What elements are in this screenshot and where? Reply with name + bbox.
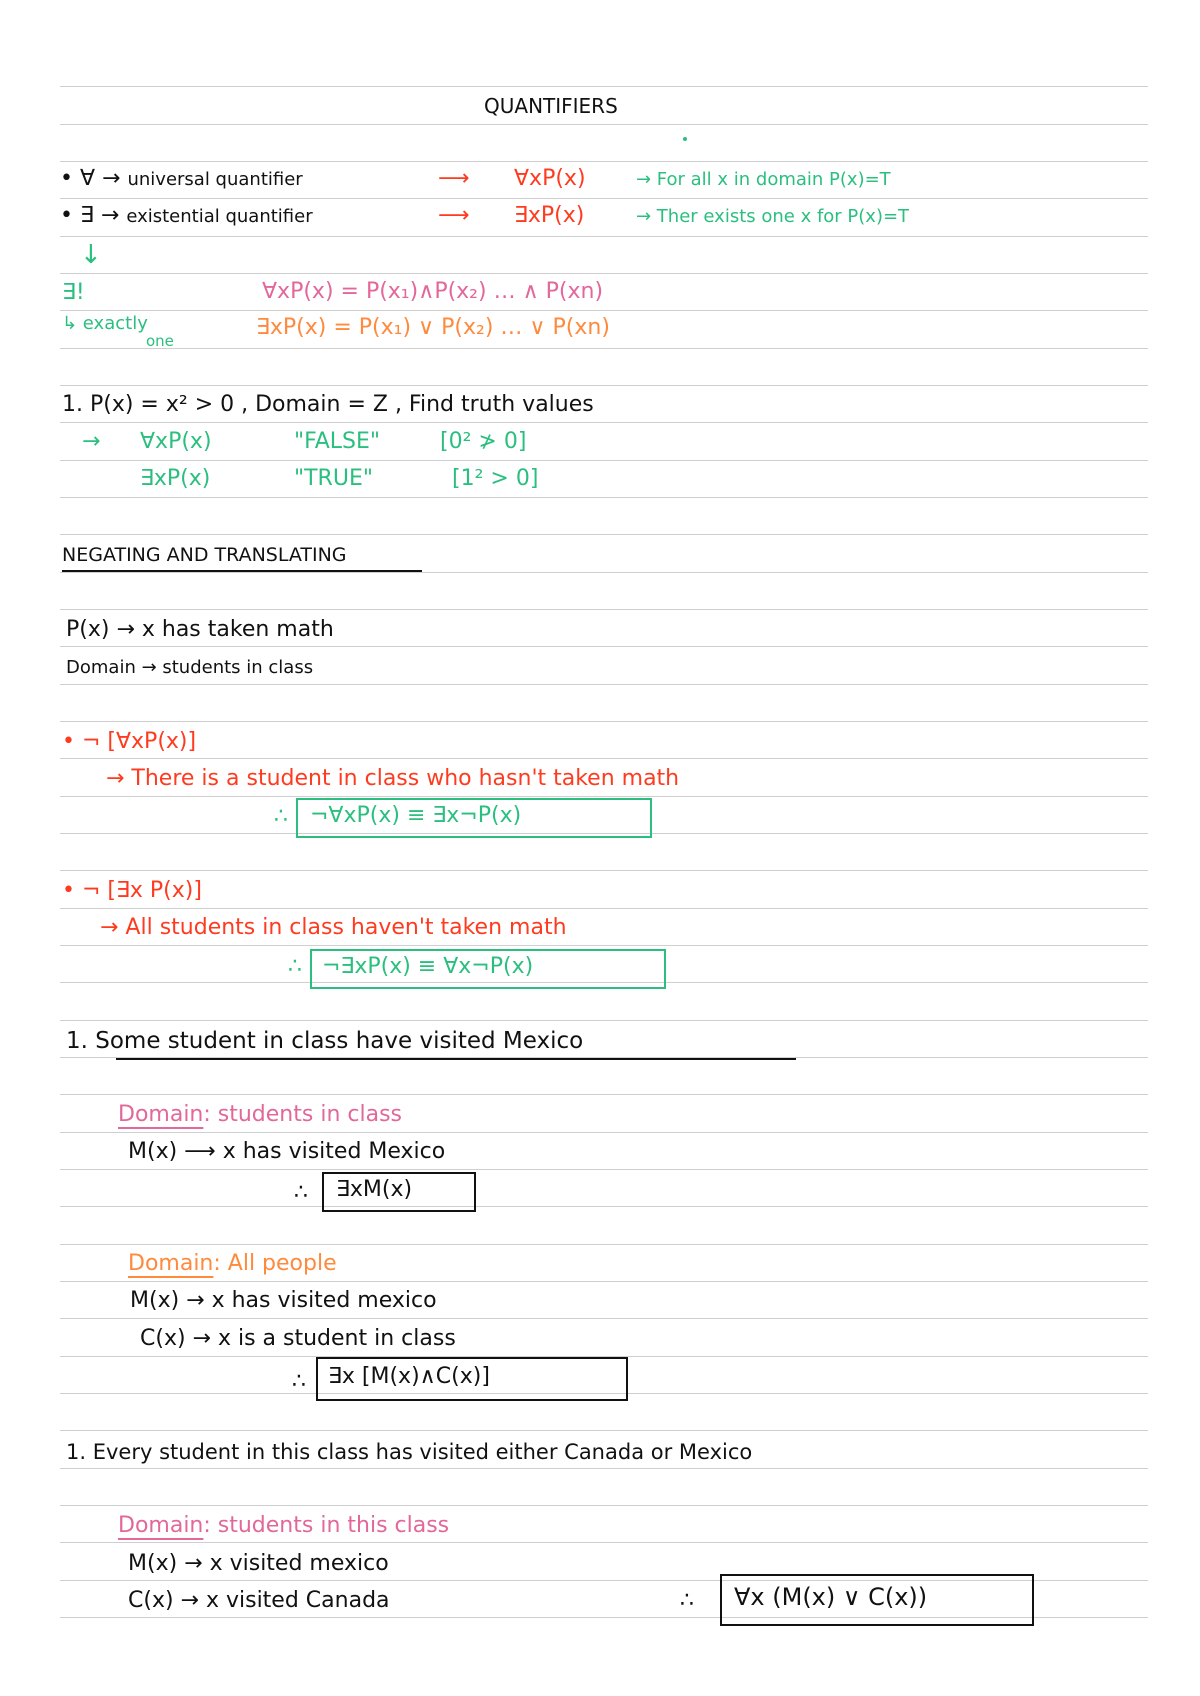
ruled-line [60, 534, 1148, 535]
one-note: one [146, 332, 174, 350]
ruled-line [60, 1132, 1148, 1133]
page-title: QUANTIFIERS [484, 94, 618, 118]
existential-symbol: ∃ [79, 203, 94, 228]
existential-label: existential quantifier [126, 206, 313, 227]
negation1-bullet: • ¬ [∀xP(x)] [62, 729, 197, 754]
ruled-line [60, 1281, 1148, 1282]
example2-case1-domain-label: Domain [118, 1102, 204, 1127]
example1-row1-reason: [0² ≯ 0] [440, 429, 527, 454]
universal-arrow: → [102, 166, 121, 191]
example3-statement: 1. Every student in this class has visited either Canada or Mexico [66, 1440, 753, 1464]
example1-row1-value: "FALSE" [294, 429, 381, 454]
ruled-line [60, 721, 1148, 722]
ink-dot [683, 137, 687, 141]
example2-case1-boxed: ∃xM(x) [336, 1177, 413, 1202]
ruled-line [60, 609, 1148, 610]
ruled-line [60, 796, 1148, 797]
universal-bullet: • ∀ → universal quantifier [60, 166, 303, 191]
ruled-line [60, 348, 1148, 349]
example3-m-def: M(x) → x visited mexico [128, 1551, 389, 1576]
exists-expansion: ∃xP(x) = P(x₁) ∨ P(x₂) … ∨ P(xn) [256, 315, 610, 340]
existential-meaning: → Ther exists one x for P(x)=T [636, 206, 910, 227]
universal-label: universal quantifier [127, 169, 303, 190]
ruled-line [60, 1505, 1148, 1506]
example1-row1-formula: ∀xP(x) [140, 429, 212, 454]
example2-case2-domain [128, 1249, 337, 1279]
example3-domain-label: Domain [118, 1513, 204, 1538]
example2-case1-domain [118, 1100, 402, 1130]
example2-case2-therefore: ∴ [292, 1369, 306, 1394]
example2-case1-domain-value: : students in class [203, 1102, 402, 1127]
negation2-therefore: ∴ [288, 954, 302, 979]
ruled-line [60, 684, 1148, 685]
ruled-line [60, 460, 1148, 461]
ruled-line [60, 908, 1148, 909]
ruled-line [60, 236, 1148, 237]
example2-underline [116, 1058, 796, 1060]
ruled-line [60, 198, 1148, 199]
existential-formula: ∃xP(x) [514, 203, 585, 228]
domain-definition: Domain → students in class [66, 657, 314, 678]
ruled-line [60, 161, 1148, 162]
ruled-line [60, 273, 1148, 274]
universal-to-arrow: ⟶ [438, 166, 470, 191]
ruled-line [60, 1169, 1148, 1170]
example1-row2-value: "TRUE" [294, 466, 373, 491]
forall-expansion: ∀xP(x) = P(x₁)∧P(x₂) … ∧ P(xn) [262, 279, 604, 304]
negation2-boxed: ¬∃xP(x) ≡ ∀x¬P(x) [322, 954, 534, 979]
ruled-line [60, 870, 1148, 871]
ruled-line [60, 310, 1148, 311]
negation1-boxed: ¬∀xP(x) ≡ ∃x¬P(x) [310, 803, 522, 828]
example3-domain-value: : students in this class [203, 1513, 450, 1538]
ruled-line [60, 1020, 1148, 1021]
ruled-line [60, 1244, 1148, 1245]
ruled-line [60, 1094, 1148, 1095]
negation1-therefore: ∴ [274, 804, 288, 829]
negating-heading: NEGATING AND TRANSLATING [62, 544, 347, 566]
negation2-bullet: • ¬ [∃x P(x)] [62, 878, 202, 903]
ruled-line [60, 385, 1148, 386]
existential-bullet: • ∃ → existential quantifier [60, 203, 313, 228]
example2-case2-boxed: ∃x [M(x)∧C(x)] [328, 1364, 490, 1389]
ruled-line [60, 945, 1148, 946]
ruled-line [60, 422, 1148, 423]
example1-statement: 1. P(x) = x² > 0 , Domain = Z , Find truth values [62, 392, 594, 417]
unique-symbol: ∃! [62, 280, 85, 305]
ruled-line [60, 1318, 1148, 1319]
ruled-line [60, 572, 1148, 573]
ruled-line [60, 646, 1148, 647]
ruled-line [60, 1206, 1148, 1207]
universal-symbol: ∀ [79, 166, 96, 191]
example3-c-def: C(x) → x visited Canada [128, 1588, 390, 1613]
down-arrow: ↓ [80, 240, 102, 270]
example3-domain [118, 1511, 449, 1541]
heading-underline [62, 570, 422, 572]
p-definition: P(x) → x has taken math [66, 617, 334, 642]
example2-case2-m-def: M(x) → x has visited mexico [130, 1288, 437, 1313]
example1-row2-formula: ∃xP(x) [140, 466, 211, 491]
ruled-line [60, 1542, 1148, 1543]
ruled-line [60, 86, 1148, 87]
ruled-line [60, 497, 1148, 498]
negation2-text: → All students in class haven't taken math [100, 915, 567, 940]
example3-boxed: ∀x (M(x) ∨ C(x)) [734, 1583, 928, 1611]
exactly-note: ↳ exactly [62, 313, 148, 334]
example1-row1-prefix: → [82, 429, 101, 454]
negation1-text: → There is a student in class who hasn't taken math [106, 766, 680, 791]
example2-case2-domain-value: : All people [213, 1251, 337, 1276]
example2-case1-m-def: M(x) ⟶ x has visited Mexico [128, 1139, 446, 1164]
example2-case2-c-def: C(x) → x is a student in class [140, 1326, 456, 1351]
example1-row2-reason: [1² > 0] [452, 466, 539, 491]
example2-statement: 1. Some student in class have visited Mexico [66, 1028, 584, 1054]
example3-therefore: ∴ [680, 1588, 694, 1613]
existential-arrow: → [100, 203, 120, 228]
example2-case1-therefore: ∴ [294, 1180, 308, 1205]
ruled-line [60, 758, 1148, 759]
ruled-line [60, 1430, 1148, 1431]
universal-formula: ∀xP(x) [514, 166, 586, 191]
ruled-line [60, 124, 1148, 125]
existential-to-arrow: ⟶ [438, 203, 470, 228]
universal-meaning: → For all x in domain P(x)=T [636, 169, 891, 190]
ruled-line [60, 1468, 1148, 1469]
example2-case2-domain-label: Domain [128, 1251, 214, 1276]
